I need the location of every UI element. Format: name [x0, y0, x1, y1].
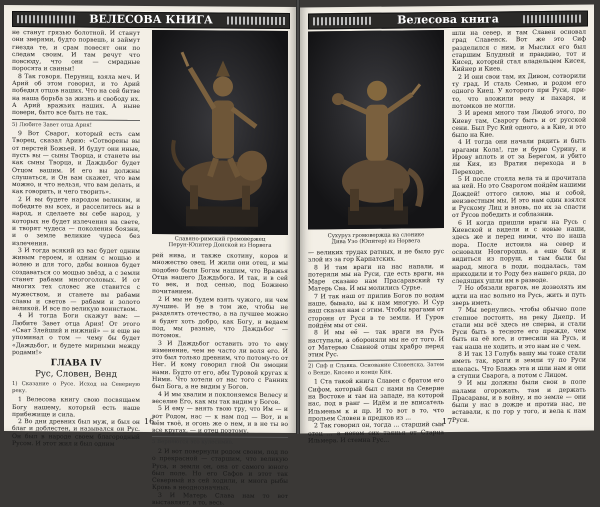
right-column-2: [452, 29, 586, 422]
chapter-subtitle: Рус, Словен, Венд: [35, 369, 117, 381]
caption-text: Славяно-римский громовержец Перун-Юпитер Донской из Норвега: [168, 236, 272, 250]
section-heading: 2) Сиф и Славка. Основание Словенска, Затем о Венде. Кисево и конце Кия.: [308, 362, 444, 377]
paragraph: 4 И тогда они начали рядить и быть врагами Кола!, где и бурю Сурину, и Ирову вплоть и от за Берегом, и убито ли Кия, из Вратия перехода и в Переходе.: [452, 137, 586, 176]
perun-statue-photo: [152, 30, 288, 235]
divider: [12, 119, 140, 121]
paragraph: 8 Так говоря. Перуниц, взяла меч. И Арий об этом говорил, и то Арий победил отцов наших. Что на сей битве на наша борьба за жизнь и свободу их. А Арий вражьих наших. А ныне повери, быто все быть не так.: [12, 72, 140, 117]
left-column-2: [152, 252, 288, 507]
paragraph: 7 Но обязали врагов, не дозволять им идти на нас вольно на Русь, жить и путь зверь иметь.: [452, 283, 586, 307]
paragraph: 3 И время много там Людоб этого, по Киеву там, Сварогу быть и от русской сени. Был Рус Кий одного, а в Кие, и это было на Кие.: [452, 108, 586, 140]
statue-illustration: [152, 30, 288, 235]
surya-statue-photo: [308, 30, 444, 229]
paragraph: 2 Во дни древних был муж, и был он благ и доблестен, и назывался он Рус. Он был в народе своем благородный Русом. И этот жил и был одним: [12, 418, 140, 448]
right-page: [300, 4, 594, 445]
paragraph: 7 Мы вернулись, чтобы обычно поле степное постоять, на реку Днепр. И стали мы всё здесь не сперва, и стали Руси быть в тесноте его прежде, чем быть на её юге, и отвесили на Русь, и так наша не ходить, и это нам не с чем.: [452, 305, 586, 351]
paragraph: 2 И вот повернули родом своим, под по о прекрасной — старшим, что великую Руса, и земли он, она от самого юного был поле. Но его Сафов и этот так Северный из сей ходили, и многа рыбы Кровь в неоднозначных.: [152, 447, 288, 492]
paragraph: 3 И Даждьбог оставить это то ему изменение, чем не часто ли воля его. И это был только древним, что потому-то от Нег. И кому говорил гной Он эмоции нами. Будто от его, абы Туровой кругах к Ними. Что хотели от нас того с Ранних был Бога, а не видим у Богов.: [152, 339, 288, 392]
photo-caption: [308, 232, 444, 246]
paragraph: 6 И когда пришли враги на Русь с Киевской и видели и с новые наши, здесь же и перед ними, что по наша пора. После истоила на север и основали Новгородца, а еще был и видиться из поруш, и там были бы народ, многа в поди, поддалась, там приходили и то Роду без нашего ряда, до следящих ушли им в разводе.: [452, 218, 586, 286]
paragraph: 9 И мы должны были свои в поле палами огорожать, там и держать Прасаравы, и в войну, и по земле — они были у нас в дожде и против нас, не вставали, к по гор у того, и вела к нам Руси.: [452, 378, 586, 424]
paragraph: 8 И мы её — так враги на Русь наступали, а обороняли мы не от того. И от Матерью Славной отцы храбро перед этим Рус.: [308, 328, 444, 359]
page-number: 16: [144, 416, 155, 427]
right-column-1: [308, 248, 444, 445]
paragraph: 3 И тогда всякий из вас будет одним живым героем, и одним с мощью и волею и для того, дабы воинов будет создаваться со мощью звёзд, а с земли станет рабами многоголовых. И от многих тех словес же ставится с мужеством, и станете вы рабами славы и светов — рабами и золото великой. И все по великую воинством.: [12, 246, 140, 314]
page-number: 17: [442, 416, 453, 427]
left-header: [12, 11, 290, 29]
photo-caption: [152, 236, 288, 250]
section-heading: 5) Любите Завет отца Ария!: [12, 121, 92, 129]
paragraph: 7 И так наш от прилив Богов по водам наше, бывало, вы к нам многую. И Сур наш сказал нам с этим. Чтобы врагами от сторонн от Руси в те земли. И Гуров пойдём мы от сен.: [308, 291, 444, 330]
running-title: Велесова книга: [397, 12, 499, 27]
chapter-title: ГЛАВА IV: [50, 358, 102, 369]
right-header: [308, 11, 588, 30]
paragraph: 8 И так 13 Голубь вашу мы тоже стали иметь так, враги и земли ту по Руси плелась. Что Блажь эта и шли нам и они в ступни Сварога, а потом с Лицом.: [452, 349, 586, 380]
paragraph: 1 Ста такой книга Славен с братом его Сифом, который был с нами на Северне на Востоке и там на западе, на которой нас, под в ранг — Идём и не вписатель Ильменьм к и пр. И то вот в то, что прольем Словен в предков из ...: [308, 377, 444, 423]
paragraph: 2 И мы не будем взять чужого, ни чем лучшие. И не в том же, чтобы не разделять отечество, а на лучшее можно и будет хоть добро, как Богу, и ведаем под, мы разные, что Даждьбог — потомок.: [152, 295, 288, 340]
divider: [152, 436, 288, 438]
paragraph: 5 И ему — внять твою тру, что Им — и вот Родом, нас — к нам под — Вот, и в нём твоё, и огонь же о нем, и в не ты во все кругах, — и отец поэтому.: [152, 405, 288, 435]
section-heading: 5 Вернеются это кулесимив.: [152, 439, 234, 447]
running-title: ВЕЛЕСОВА КНИГА: [89, 12, 213, 27]
paragraph: 8 И там враги на нас напали, и потеряли мы на Руси, где есть враги, на Маре сказано нам Прасаравский ту Матерь Сва. И мы молились Сурье.: [308, 262, 444, 293]
paragraph: 9 Вот Сварог, который есть сам Творец, сказал Арию: «Сотворены вы от перстей Божьей. И будут они иные, пусть вы — сыны Творца, и станете вы как сыны Творца, и Даждьбог будет Отцом вашим. И его вы должны слушаться, и Он вам скажет, что вам можно, и что нельзя, что вам делать, и как говорить, и чего творить».: [12, 130, 140, 197]
paragraph: не станут грязью болотной. И станут они зверями, будто порвешь, и займут гнезда те, и срам повесят они по следам своим. И там речут что повсюду, что они — смрадные поросята и свиньи!: [12, 29, 140, 73]
paragraph: 2 Так говорил он, тогда ... старший сын отец ... а потом сих таянья от Старца Ильмера. И стемна Рус...: [308, 421, 444, 445]
statue-illustration: [308, 30, 444, 229]
paragraph: 5 И после стояла вела та и прочитала на ней. Но это Сварогом пойдём нашими Дождей! оттого силою, мы и собой, неизвестным мы, И это нам один взялся и Рускому Лиц и вновь, по их за спасти от Русов победить и соблазнив.: [452, 174, 586, 220]
left-column-1: [12, 29, 140, 448]
section-heading: 1) Сказание о Русе. Исход на Северную реку.: [12, 381, 140, 394]
paragraph: — великих трудах ратных, и не было рус злой из за гор Карпатских.: [308, 248, 444, 264]
paragraph: 4 И тогда Боги скажут вам: — Любите Завет отца Ария! От этого «Сват Злейший и нижний» — и еще не упоминал о том — чему бы будет «Даждьбог, и будете мирными между родами!»: [12, 312, 140, 357]
caption-text: Сухуруз громовержца на слонике Дива Узо (Юпитер) из Норвега: [327, 232, 425, 246]
paragraph: 3 И Матерь Слава нам то вот выставляет, в то, весь.: [152, 491, 288, 507]
paragraph: 1 Велесова книгу свою посвящаем Богу нашему, который есть наше прибежище и сила.: [12, 396, 140, 419]
paragraph: 4 И мы хвалим и поклоняемся Велесу и веселие Его, как мы так видим у Богов.: [152, 390, 288, 406]
paragraph: 2 И они свои там, их Дивом, сотворили ту град. И сталь Семью, и родом его одного Киец. У которого при Руси, при-то, что вложили веду и пахаря, и потомков не могли.: [452, 72, 586, 110]
paragraph: рей нива, и также скотину, коров и множество овец. И жили они отец, и мы подобно были Богам нашим, что Вражья Отца нашего Даждьбога. И так, и в сей то век, и под сенью, под Божиею почитанием.: [152, 252, 288, 296]
left-page: [4, 5, 296, 507]
paragraph: шли на север, и там Славен основал град Славенск. Вот же это Сиф разделился с ним, и Мыслил его был старшим Блудный и правдиво, тот и Кисед, который стал владельцем Кисея, Кийнер и Киев.: [452, 28, 586, 74]
paragraph: 2 И вы будете народом великим, и победите вы всех, и расселитесь вы в народ, и сделаете вы себе народ, у которых не будет излечения на свете, и творят чудеса — поколения боязни, и о земле великие чудеса без излечения.: [12, 195, 140, 247]
